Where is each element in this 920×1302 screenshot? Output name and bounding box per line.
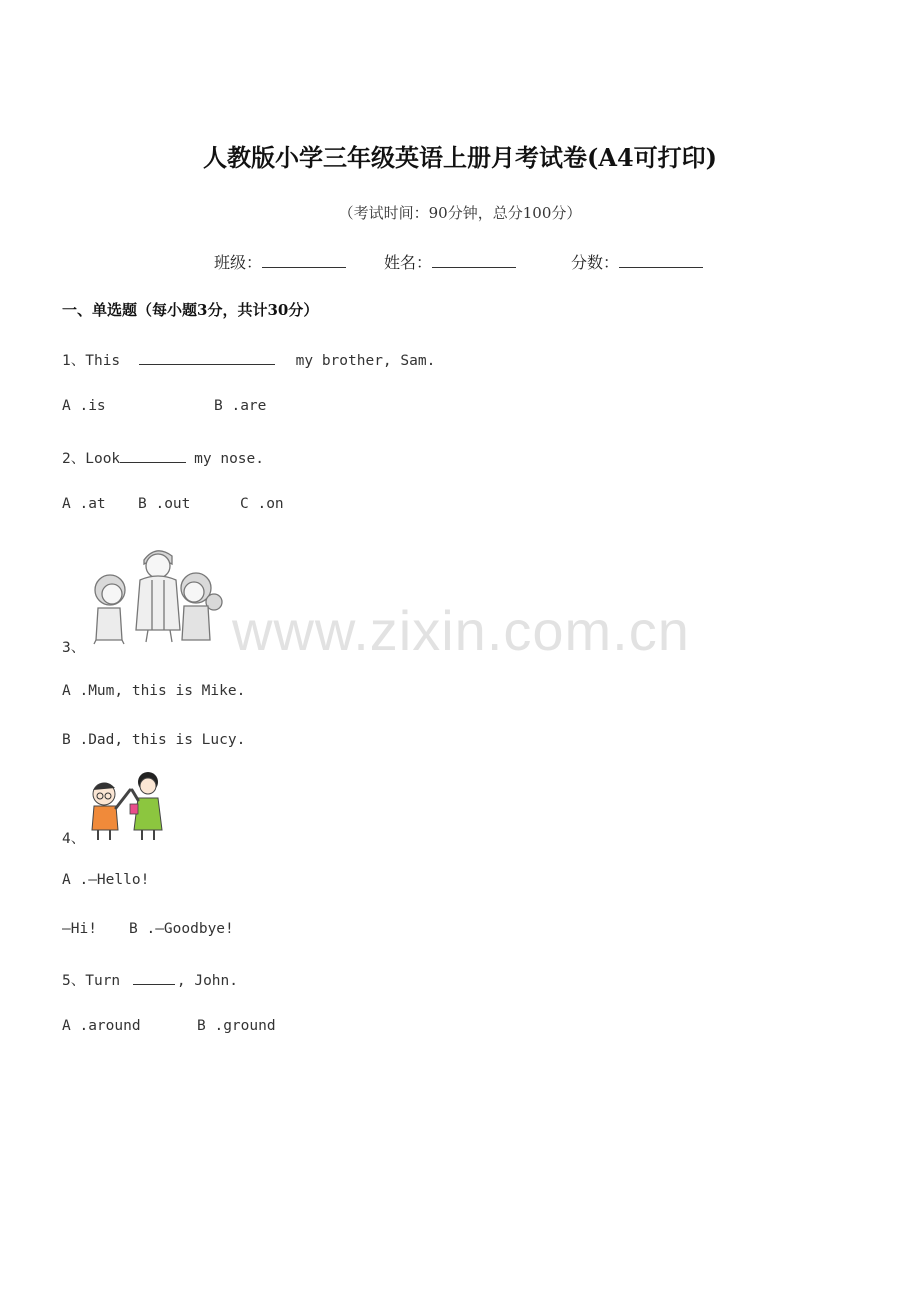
section-title: 一、单选题（每小题3分，共计30分） — [62, 301, 319, 319]
question-1 — [62, 349, 435, 370]
greeting-illustration — [88, 770, 170, 844]
question-text: my brother, Sam. — [295, 353, 436, 369]
name-label: 姓名： — [384, 253, 433, 272]
option-4b[interactable]: B .—Goodbye! — [129, 921, 234, 937]
class-blank[interactable] — [262, 253, 346, 268]
class-field — [214, 250, 346, 273]
option-4a-reply: —Hi! — [62, 921, 97, 937]
question-4-number: 4、 — [62, 831, 86, 847]
name-blank[interactable] — [432, 253, 516, 268]
question-number: 5、 — [62, 973, 86, 989]
option-2a[interactable]: A .at — [62, 496, 106, 512]
question-number: 1、 — [62, 353, 86, 369]
score-blank[interactable] — [619, 253, 703, 268]
question-2 — [62, 447, 264, 468]
option-5b[interactable]: B .ground — [197, 1018, 276, 1034]
question-text: my nose. — [194, 451, 264, 467]
class-label: 班级： — [214, 253, 263, 272]
watermark: www.zixin.com.cn — [232, 599, 690, 662]
option-3a[interactable]: A .Mum, this is Mike. — [62, 683, 246, 699]
question-3-number: 3、 — [62, 640, 86, 656]
option-2b[interactable]: B .out — [138, 496, 191, 512]
question-text: , John. — [176, 973, 238, 989]
question-number: 2、 — [62, 451, 86, 467]
question-text: Turn — [85, 973, 121, 989]
name-field — [384, 250, 516, 273]
option-1a[interactable]: A .is — [62, 398, 106, 414]
option-2c[interactable]: C .on — [240, 496, 284, 512]
family-illustration — [86, 540, 228, 648]
option-3b[interactable]: B .Dad, this is Lucy. — [62, 732, 246, 748]
option-1b[interactable]: B .are — [214, 398, 267, 414]
option-4a[interactable]: A .—Hello! — [62, 872, 150, 888]
question-text: Look — [85, 451, 121, 467]
question-5 — [62, 969, 238, 990]
answer-blank[interactable] — [133, 970, 175, 985]
answer-blank[interactable] — [120, 448, 186, 463]
page-title: 人教版小学三年级英语上册月考试卷(A4可打印) — [202, 143, 718, 172]
answer-blank[interactable] — [139, 350, 275, 365]
score-label: 分数： — [571, 253, 620, 272]
score-field — [571, 250, 703, 273]
option-5a[interactable]: A .around — [62, 1018, 141, 1034]
exam-subtitle: （考试时间：90分钟，总分100分） — [338, 204, 582, 222]
question-text: This — [85, 353, 121, 369]
